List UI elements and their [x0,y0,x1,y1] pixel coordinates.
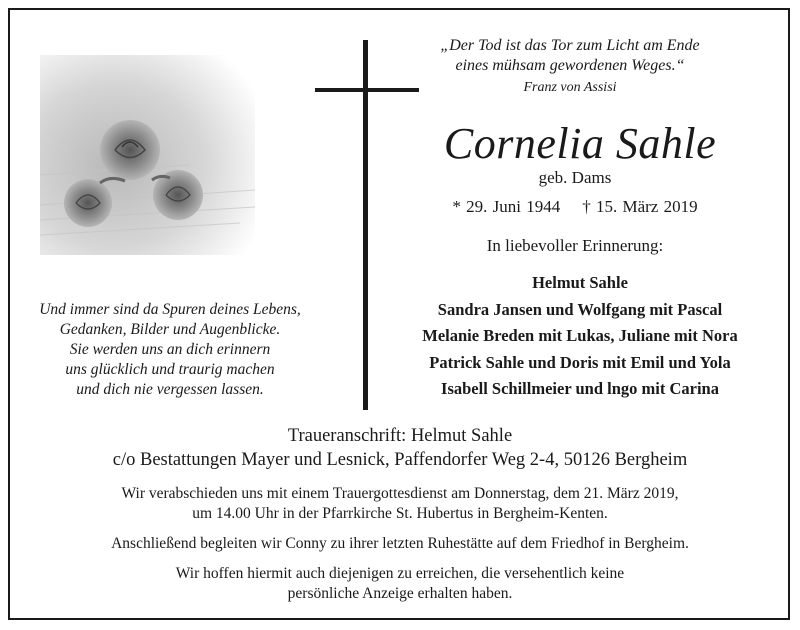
address-line: Traueranschrift: Helmut Sahle [287,426,513,446]
notice-line: persönliche Anzeige erhalten haben. [287,585,513,602]
service-paragraph [30,484,770,524]
poem [20,300,320,400]
service-line: Wir verabschieden uns mit einem Trauergottesdienst am Donnerstag, dem 21. März 2019, [121,485,679,502]
service-info [30,484,770,614]
burial-paragraph: Anschließend begleiten wir Conny zu ihrer letzten Ruhestätte auf dem Friedhof in Bergheim. [111,535,689,552]
death-date: † 15. März 2019 [582,197,698,216]
notice-line: Wir hoffen hiermit auch diejenigen zu erreichen, die versehentlich keine [175,565,625,582]
poem-line: Gedanken, Bilder und Augenblicke. [59,321,281,338]
rose-left [64,179,112,227]
quote-author: Franz von Assisi [523,80,617,95]
mourning-address [30,424,770,472]
quote-line: „Der Tod ist das Tor zum Licht am Ende [440,37,700,54]
deceased-name: Cornelia Sahle [443,119,717,168]
life-dates [390,197,760,217]
poem-line: Und immer sind da Spuren deines Lebens, [39,301,301,318]
poem-line: Sie werden uns an dich erinnern [69,341,271,358]
mourner-line: Patrick Sahle und Doris mit Emil und Yola [429,352,731,372]
service-line: um 14.00 Uhr in der Pfarrkirche St. Hubertus in Bergheim-Kenten. [192,505,608,522]
mourner-line: Melanie Breden mit Lukas, Juliane mit Nora [422,326,738,345]
roses-photo [40,55,255,255]
quote-line: eines mühsam gewordenen Weges.“ [455,57,685,74]
notice-paragraph [30,564,770,604]
rose-top [100,120,160,180]
poem-line: und dich nie vergessen lassen. [76,381,264,398]
birth-date: * 29. Juni 1944 [452,197,561,216]
mourner-line: Isabell Schillmeier und lngo mit Carina [441,379,719,398]
poem-line: uns glücklich und traurig machen [65,361,275,378]
quote [400,36,740,98]
mourner-line: Sandra Jansen und Wolfgang mit Pascal [437,299,723,319]
mourner-line: Helmut Sahle [532,273,628,292]
remembrance-heading: In liebevoller Erinnerung: [486,236,664,255]
mourners-list [380,270,780,403]
maiden-name: geb. Dams [538,168,612,187]
address-line: c/o Bestattungen Mayer und Lesnick, Paffendorfer Weg 2-4, 50126 Bergheim [112,450,688,470]
